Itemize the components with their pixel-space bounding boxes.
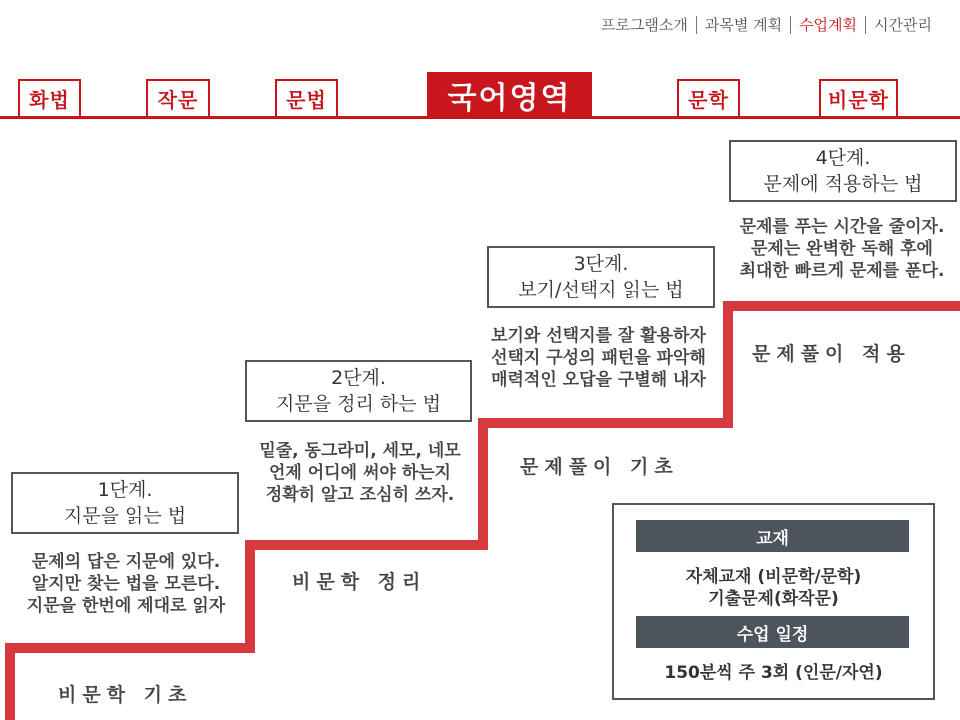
step-1-desc-line: 문제의 답은 지문에 있다. — [31, 552, 221, 572]
textbook-details — [614, 566, 933, 610]
step-1-title: 1단계. — [97, 479, 153, 501]
step-3-subtitle: 보기/선택지 읽는 법 — [518, 279, 684, 301]
step-1-desc-line: 알지만 찾는 법을 모른다. — [31, 574, 221, 594]
step-3-desc-line: 보기와 선택지를 잘 활용하자 — [491, 326, 706, 346]
step-2-desc-line: 언제 어디에 써야 하는지 — [269, 463, 451, 483]
tab-bimunhak[interactable]: 비문학 — [819, 79, 898, 116]
step-1-desc-line: 지문을 한번에 제대로 읽자 — [26, 596, 226, 616]
step-2-title: 2단계. — [331, 367, 386, 389]
course-info-panel — [612, 503, 935, 700]
schedule-header: 수업 일정 — [636, 616, 909, 648]
step-2-desc-line: 정확히 알고 조심히 쓰자. — [265, 485, 455, 505]
step-3-box — [487, 246, 715, 308]
step-2-stage-label: 비문학 정리 — [292, 571, 427, 593]
tab-munhak[interactable]: 문학 — [677, 79, 740, 116]
step-3-stage-label: 문제풀이 기초 — [520, 456, 679, 478]
nav-program-intro[interactable]: 프로그램소개 — [600, 16, 688, 34]
step-2-desc-line: 밑줄, 동그라미, 세모, 네모 — [259, 441, 461, 461]
step-1-box — [11, 472, 239, 534]
step-2-box — [245, 360, 472, 422]
textbook-line: 자체교재 (비문학/문학) — [685, 567, 862, 587]
step-4-description — [724, 216, 960, 282]
nav-subject-plan[interactable]: 과목별 계획 — [704, 16, 783, 34]
step-3-description — [476, 325, 721, 391]
step-2-subtitle: 지문을 정리 하는 법 — [276, 393, 441, 415]
tab-hwabeop[interactable]: 화법 — [18, 79, 81, 116]
step-3-title: 3단계. — [573, 253, 629, 275]
step-1-stage-label: 비문학 기초 — [58, 684, 193, 706]
step-3-desc-line: 매력적인 오답을 구별해 내자 — [491, 370, 706, 390]
textbook-header: 교재 — [636, 520, 909, 552]
tab-korean-main[interactable]: 국어영역 — [427, 72, 592, 118]
tab-jakmun[interactable]: 작문 — [146, 79, 210, 116]
textbook-line: 기출문제(화작문) — [708, 589, 839, 609]
step-4-desc-line: 최대한 빠르게 문제를 푼다. — [739, 261, 945, 281]
step-4-desc-line: 문제를 푸는 시간을 줄이자. — [739, 217, 945, 237]
step-4-subtitle: 문제에 적용하는 법 — [763, 173, 923, 195]
tab-munbeop[interactable]: 문법 — [275, 79, 338, 116]
schedule-details: 150분씩 주 3회 (인문/자연) — [664, 663, 883, 683]
step-4-desc-line: 문제는 완벽한 독해 후에 — [751, 239, 933, 259]
nav-time-management[interactable]: 시간관리 — [874, 16, 932, 34]
step-4-stage-label: 문제풀이 적용 — [752, 343, 911, 365]
step-1-description — [6, 551, 246, 617]
step-4-box — [729, 140, 957, 202]
step-1-subtitle: 지문을 읽는 법 — [63, 505, 187, 527]
nav-class-plan[interactable]: 수업계획 — [799, 16, 858, 34]
step-3-desc-line: 선택지 구성의 패턴을 파악해 — [491, 348, 706, 368]
step-2-description — [245, 440, 475, 506]
step-4-title: 4단계. — [815, 147, 871, 169]
